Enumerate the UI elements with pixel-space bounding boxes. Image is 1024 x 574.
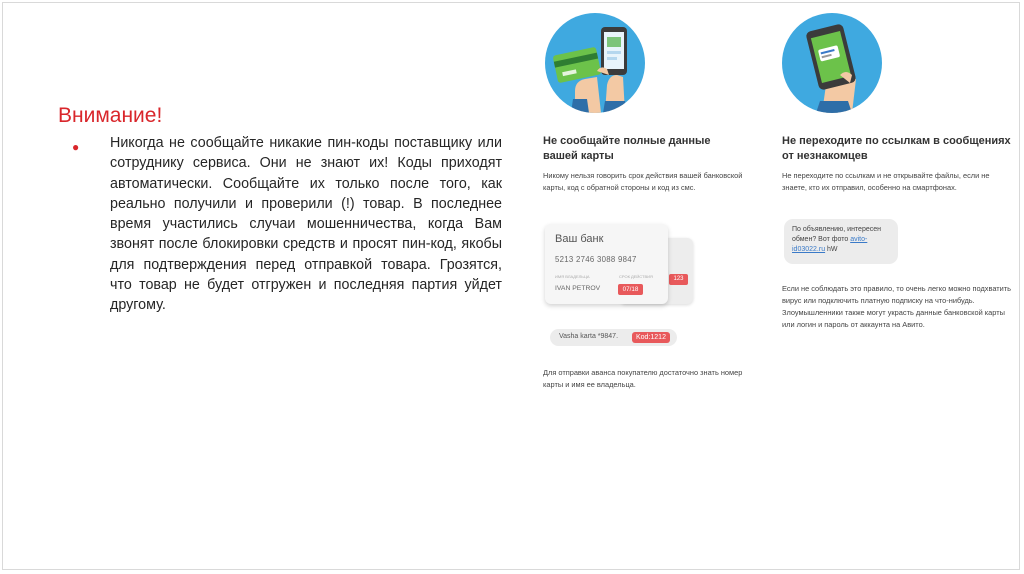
sms-phishing-text	[792, 225, 894, 255]
warning-text: Никогда не сообщайте никакие пин-коды поставщику или сотруднику сервиса. Они не знают их! Коды приходят автоматически. Сообщайте их только после того, как реально получили и проверили (!) товар. В последнее время участились случаи мошенничества, когда Вам звонят после блокировки средств и просят пин-код, якобы для подтверждения перед отправкой товара. Грозятся, что товар не будет отгружен и последняя партия уйдет другому.	[110, 135, 502, 314]
right-column-title: Не переходите по ссылкам в сообщениях от незнакомцев	[782, 135, 1011, 162]
bank-card	[545, 224, 668, 304]
cvc-badge: 123	[669, 274, 688, 285]
card-bank-name: Ваш банк	[555, 233, 604, 245]
card-number: 5213 2746 3088 9847	[555, 255, 637, 264]
hand-phone-icon	[782, 13, 882, 113]
left-column-title: Не сообщайте полные данные вашей карты	[543, 135, 711, 162]
card-phone-illustration	[545, 13, 645, 113]
sms-phishing-message	[784, 219, 898, 264]
bullet-marker: ●	[72, 140, 80, 154]
card-expiry-badge: 07/18	[618, 284, 643, 295]
phone-message-illustration	[782, 13, 882, 113]
sms-phishing-suffix: hW	[825, 246, 838, 253]
sms-card-text: Vasha karta *9847.	[559, 333, 619, 340]
right-column-text: Не переходите по ссылкам и не открывайте файлы, если не знаете, кто их отправил, особенно на смартфонах.	[782, 171, 990, 192]
sms-code-badge: Kod:1212	[632, 332, 670, 343]
phishing-link[interactable]: avito-id03022.ru	[792, 236, 868, 253]
card-date-caption: СРОК ДЕЙСТВИЯ	[619, 274, 653, 279]
sms-card-code	[550, 329, 677, 346]
card-holder-name: IVAN PETROV	[555, 285, 601, 292]
left-column-text: Никому нельзя говорить срок действия вашей банковской карты, код с обратной стороны и код из смс.	[543, 171, 743, 192]
hands-card-phone-icon	[545, 13, 645, 113]
left-column-footer: Для отправки аванса покупателю достаточно знать номер карты и имя ее владельца.	[543, 368, 743, 389]
warning-heading: Внимание!	[58, 104, 163, 127]
right-column-footer: Если не соблюдать это правило, то очень легко можно подхватить вирус или подключить платную подписку на что-нибудь. Злоумышленники также могут украсть данные банковской карты или логин и пароль от аккаунта на Авито.	[782, 284, 1012, 329]
card-holder-caption: ИМЯ ВЛАДЕЛЬЦА	[555, 274, 590, 279]
sms-phishing-body: По объявлению, интересен обмен? Вот фото	[792, 226, 881, 243]
